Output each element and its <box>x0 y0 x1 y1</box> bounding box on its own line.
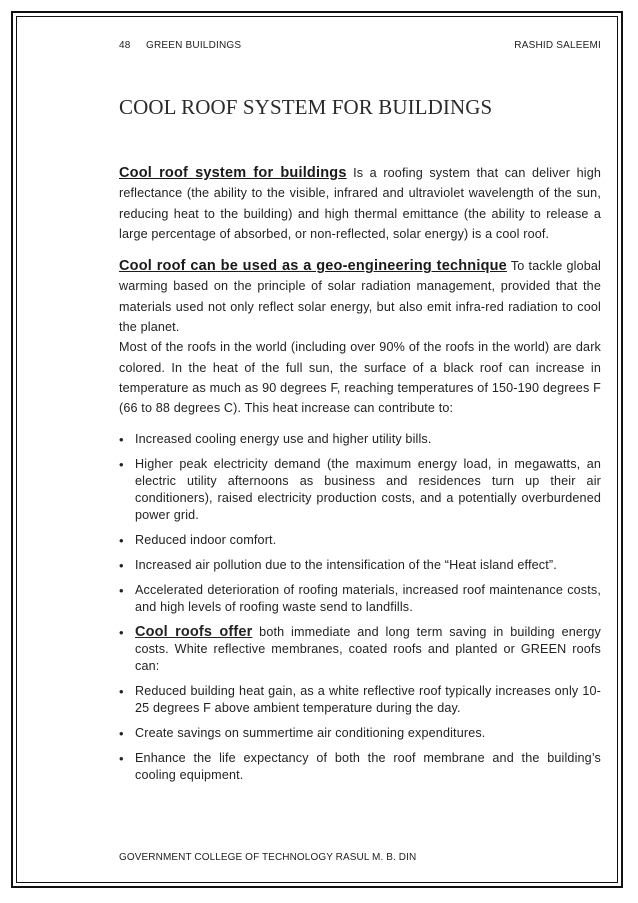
list-item-text: Enhance the life expectancy of both the roof membrane and the building’s cooling equipment. <box>135 750 601 782</box>
heading-cool-roofs-offer: Cool roofs offer <box>135 623 253 640</box>
list-item-text: Accelerated deterioration of roofing materials, increased roof maintenance costs, and high levels of roofing waste send to landfills. <box>135 582 601 614</box>
list-item-text: Reduced building heat gain, as a white reflective roof typically increases only 10-25 degrees F above ambient temperature during the day. <box>135 683 601 715</box>
paragraph-cool-roof-system <box>119 163 601 244</box>
bullet-icon: • <box>119 750 124 766</box>
paragraph-dark-roofs: Most of the roofs in the world (including over 90% of the roofs in the world) are dark colored. In the heat of the full sun, the surface of a black roof can increase in temperature as much as 90 degrees F, reaching temperatures of 150-190 degrees F (66 to 88 degrees C). This heat increase can contribute to: <box>119 340 601 416</box>
bullet-icon: • <box>119 557 124 573</box>
bullet-icon: • <box>119 532 124 548</box>
list-item <box>119 532 601 549</box>
list-item-text: Higher peak electricity demand (the maximum energy load, in megawatts, an electric utility afternoons as business and residences turn up their air conditioners), raised electricity production costs, and a potentially overburdened power grid. <box>135 456 601 522</box>
document-body <box>119 163 601 792</box>
page-footer: GOVERNMENT COLLEGE OF TECHNOLOGY RASUL M. B. DIN <box>119 852 417 863</box>
list-item <box>119 725 601 742</box>
list-item-text: Reduced indoor comfort. <box>135 532 277 547</box>
bullet-icon: • <box>119 683 124 699</box>
list-item-text: Create savings on summertime air conditioning expenditures. <box>135 725 486 740</box>
heading-cool-roof-system: Cool roof system for buildings <box>119 165 347 181</box>
list-item-text: Increased cooling energy use and higher utility bills. <box>135 431 432 446</box>
page-number: 48 <box>119 40 131 51</box>
bullet-icon: • <box>119 431 124 447</box>
list-item-text: Increased air pollution due to the intensification of the “Heat island effect”. <box>135 557 557 572</box>
paragraph-text: To tackle global warming based on the principle of solar radiation management, provided that the materials used not only reflect solar energy, but also emit infra-red radiation to cool the planet. <box>119 259 601 335</box>
list-item <box>119 582 601 616</box>
list-item <box>119 456 601 524</box>
page-title: COOL ROOF SYSTEM FOR BUILDINGS <box>119 95 493 119</box>
author-name: RASHID SALEEMI <box>514 40 601 51</box>
bullet-icon: • <box>119 582 124 598</box>
list-item <box>119 431 601 448</box>
list-item <box>119 750 601 784</box>
list-item <box>119 557 601 574</box>
paragraph-geo-engineering <box>119 256 601 337</box>
paragraph-text: Is a roofing system that can deliver high reflectance (the ability to the visible, infrared and ultraviolet wavelength of the sun, reducing heat to the building) and high thermal emittance (the ability to release a large percentage of absorbed, or non-reflected, solar energy) is a cool roof. <box>119 166 601 241</box>
bullet-icon: • <box>119 456 124 472</box>
list-item <box>119 624 601 675</box>
bullet-list <box>119 431 601 784</box>
heading-geo-engineering: Cool roof can be used as a geo-engineering technique <box>119 258 507 275</box>
bullet-icon: • <box>119 624 124 640</box>
bullet-icon: • <box>119 725 124 741</box>
running-title: GREEN BUILDINGS <box>146 40 242 51</box>
list-item <box>119 683 601 717</box>
list-item-text: both immediate and long term saving in building energy costs. White reflective membranes, coated roofs and planted or GREEN roofs can: <box>135 624 601 673</box>
